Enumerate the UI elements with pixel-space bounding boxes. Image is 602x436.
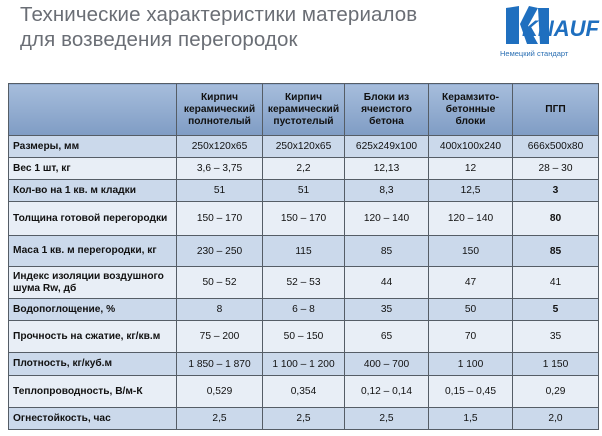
header-cell: Керамзито-бетонные блоки (429, 84, 513, 136)
row-label: Толщина готовой перегородки (9, 202, 177, 236)
table-cell: 1,5 (429, 408, 513, 430)
title-line-1: Технические характеристики материалов (20, 3, 418, 26)
table-row (9, 236, 599, 267)
table-cell: 250x120x65 (177, 136, 263, 158)
table-row (9, 408, 599, 430)
header-cell: Кирпич керамический пустотелый (263, 84, 345, 136)
specs-table-wrapper (8, 83, 598, 430)
knauf-logo-mark (504, 4, 599, 46)
table-cell: 65 (345, 321, 429, 353)
table-cell: 3,6 – 3,75 (177, 158, 263, 180)
table-cell: 50 – 150 (263, 321, 345, 353)
title-line-2: для возведения перегородок (20, 28, 298, 51)
table-cell: 0,12 – 0,14 (345, 376, 429, 408)
table-cell: 150 – 170 (177, 202, 263, 236)
table-row (9, 299, 599, 321)
table-row (9, 376, 599, 408)
table-row (9, 267, 599, 299)
table-cell: 2,2 (263, 158, 345, 180)
table-row (9, 321, 599, 353)
table-cell: 2,0 (513, 408, 599, 430)
logo-tagline: Немецкий стандарт (500, 49, 569, 58)
table-cell: 115 (263, 236, 345, 267)
row-label: Кол-во на 1 кв. м кладки (9, 180, 177, 202)
table-cell: 12,5 (429, 180, 513, 202)
table-cell: 8,3 (345, 180, 429, 202)
table-cell: 1 100 – 1 200 (263, 353, 345, 376)
table-cell: 6 – 8 (263, 299, 345, 321)
table-row (9, 158, 599, 180)
table-row (9, 180, 599, 202)
knauf-logo (500, 4, 599, 64)
header-cell: ПГП (513, 84, 599, 136)
row-label: Прочность на сжатие, кг/кв.м (9, 321, 177, 353)
table-cell: 85 (513, 236, 599, 267)
table-cell: 51 (177, 180, 263, 202)
table-cell: 50 – 52 (177, 267, 263, 299)
table-cell: 1 850 – 1 870 (177, 353, 263, 376)
table-cell: 230 – 250 (177, 236, 263, 267)
table-cell: 2,5 (177, 408, 263, 430)
table-cell: 12 (429, 158, 513, 180)
table-cell: 51 (263, 180, 345, 202)
table-cell: 75 – 200 (177, 321, 263, 353)
table-cell: 28 – 30 (513, 158, 599, 180)
table-cell: 250x120x65 (263, 136, 345, 158)
table-cell: 50 (429, 299, 513, 321)
row-label: Огнестойкость, час (9, 408, 177, 430)
table-cell: 47 (429, 267, 513, 299)
table-cell: 2,5 (263, 408, 345, 430)
table-cell: 70 (429, 321, 513, 353)
table-cell: 400x100x240 (429, 136, 513, 158)
header-cell (9, 84, 177, 136)
row-label: Вес 1 шт, кг (9, 158, 177, 180)
table-cell: 41 (513, 267, 599, 299)
table-cell: 3 (513, 180, 599, 202)
row-label: Плотность, кг/куб.м (9, 353, 177, 376)
table-cell: 400 – 700 (345, 353, 429, 376)
table-cell: 0,354 (263, 376, 345, 408)
table-cell: 0,15 – 0,45 (429, 376, 513, 408)
table-cell: 120 – 140 (345, 202, 429, 236)
row-label: Индекс изоляции воздушного шума Rw, дб (9, 267, 177, 299)
table-row (9, 202, 599, 236)
row-label: Размеры, мм (9, 136, 177, 158)
row-label: Теплопроводность, В/м-К (9, 376, 177, 408)
table-cell: 2,5 (345, 408, 429, 430)
table-cell: 5 (513, 299, 599, 321)
table-cell: 52 – 53 (263, 267, 345, 299)
table-cell: 44 (345, 267, 429, 299)
table-cell: 0,29 (513, 376, 599, 408)
table-cell: 12,13 (345, 158, 429, 180)
specs-table (8, 83, 599, 430)
table-cell: 666x500x80 (513, 136, 599, 158)
page-title (20, 2, 417, 52)
header-cell: Блоки из ячеистого бетона (345, 84, 429, 136)
row-label: Маса 1 кв. м перегородки, кг (9, 236, 177, 267)
table-cell: 35 (345, 299, 429, 321)
table-cell: 1 150 (513, 353, 599, 376)
table-cell: 150 (429, 236, 513, 267)
header-cell: Кирпич керамический полнотелый (177, 84, 263, 136)
table-cell: 1 100 (429, 353, 513, 376)
table-cell: 80 (513, 202, 599, 236)
table-cell: 150 – 170 (263, 202, 345, 236)
table-cell: 120 – 140 (429, 202, 513, 236)
table-cell: 625x249x100 (345, 136, 429, 158)
table-cell: 35 (513, 321, 599, 353)
knauf-logo-text: KNAUF (522, 16, 599, 41)
table-header-row (9, 84, 599, 136)
table-row (9, 136, 599, 158)
row-label: Водопоглощение, % (9, 299, 177, 321)
table-cell: 8 (177, 299, 263, 321)
table-row (9, 353, 599, 376)
table-cell: 85 (345, 236, 429, 267)
table-cell: 0,529 (177, 376, 263, 408)
